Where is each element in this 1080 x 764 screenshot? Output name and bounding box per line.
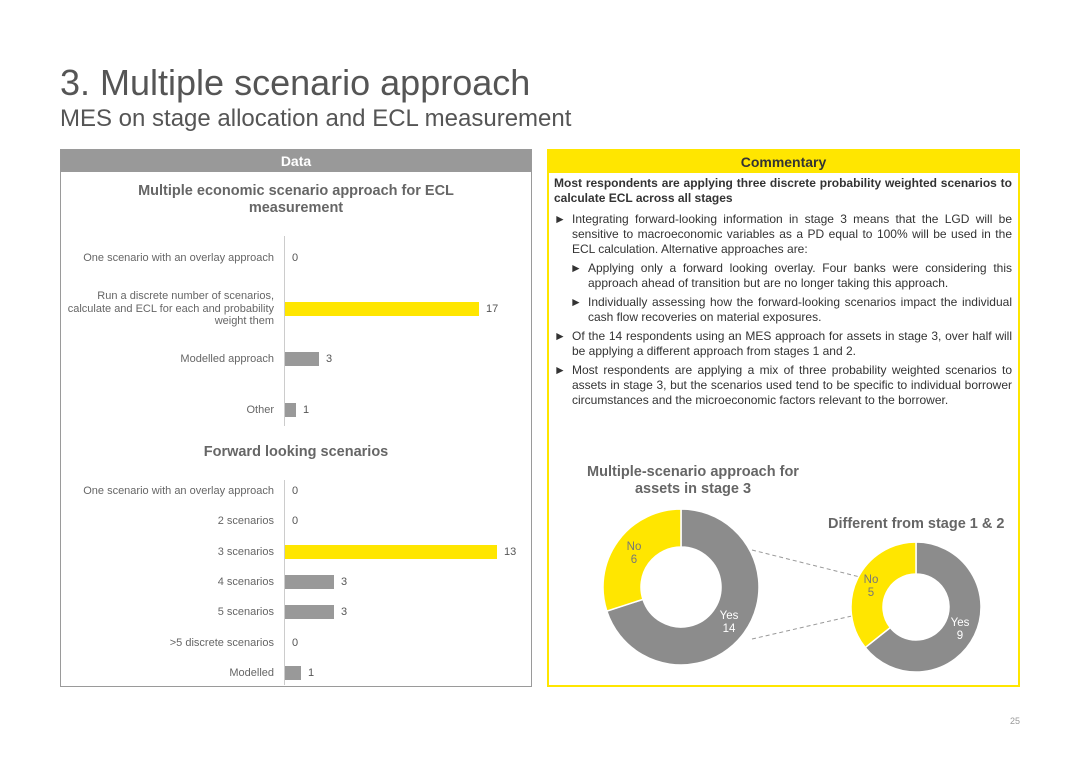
page-subtitle: MES on stage allocation and ECL measurement	[60, 105, 572, 132]
connector-line	[752, 550, 860, 577]
donut-label-yes: Yes 9	[950, 617, 970, 642]
commentary-sub-2-text: Individually assessing how the forward-looking scenarios impact the individual cash flow recoveries on material exposures.	[588, 295, 1012, 324]
bar-value-label: 3	[326, 353, 333, 365]
page-number: 25	[1010, 716, 1021, 726]
bar-category-label: 3 scenarios	[217, 545, 274, 558]
bar-category-label: >5 discrete scenarios	[169, 636, 274, 649]
donut2-title: Different from stage 1 & 2	[828, 516, 1005, 532]
chart1-title: Multiple economic scenario approach for ECL measurement	[138, 183, 454, 216]
commentary-bullet-3-text: Most respondents are applying a mix of three probability weighted scenarios to assets in stage 3, but the scenarios used tend to be specific to individual borrower circumstances and the microeconomic factors relevant to the borrower.	[572, 363, 1012, 407]
donut1-title: Multiple-scenario approach for assets in stage 3	[587, 464, 799, 497]
bar-value-label: 17	[486, 303, 499, 315]
commentary-sub-1-text: Applying only a forward looking overlay. Four banks were considering this approach ahead of transition but are no longer taking this approach.	[588, 261, 1012, 290]
bar-value-label: 0	[292, 637, 299, 649]
commentary-bullet-1-text: Integrating forward-looking information in stage 3 means that the LGD will be sensitive to macroeconomic variables as a PD equal to 100% will be used in the ECL calculation. Alternative approaches are:	[572, 212, 1012, 256]
bar-value-label: 1	[303, 404, 310, 416]
bar-value-label: 13	[504, 546, 517, 558]
bar-value-label: 0	[292, 252, 299, 264]
bar-category-label: Run a discrete number of scenarios, calculate and ECL for each and probability weight them	[67, 290, 274, 328]
bar-category-label: 5 scenarios	[217, 605, 274, 618]
bar-category-label: 4 scenarios	[217, 575, 274, 588]
bar-value-label: 3	[341, 576, 348, 588]
bullet-arrow-icon: ►	[554, 363, 566, 377]
bar-category-label: Modelled	[229, 666, 274, 679]
page-title: 3. Multiple scenario approach	[60, 62, 531, 103]
connector-line	[752, 615, 856, 639]
commentary-panel-header: Commentary	[549, 151, 1018, 173]
commentary-lead: Most respondents are applying three discrete probability weighted scenarios to calculate ECL across all stages	[554, 176, 1012, 205]
bullet-arrow-icon: ►	[554, 212, 566, 226]
bar-category-label: Other	[246, 403, 274, 416]
bullet-arrow-icon: ►	[570, 295, 582, 309]
bullet-arrow-icon: ►	[554, 329, 566, 343]
bar-value-label: 0	[292, 515, 299, 527]
donut-label-no: No 6	[626, 541, 642, 566]
bar-category-label: Modelled approach	[180, 352, 274, 365]
bar-category-label: One scenario with an overlay approach	[83, 251, 274, 264]
chart2-title: Forward looking scenarios	[203, 444, 389, 460]
data-panel-header: Data	[61, 150, 531, 172]
bar-category-label: One scenario with an overlay approach	[83, 484, 274, 497]
bar-category-label: 2 scenarios	[217, 514, 274, 527]
bar-value-label: 0	[292, 485, 299, 497]
bullet-arrow-icon: ►	[570, 261, 582, 275]
donut-label-no: No 5	[863, 574, 879, 599]
donut-label-yes: Yes 14	[719, 610, 739, 635]
bar-value-label: 3	[341, 606, 348, 618]
commentary-bullet-2-text: Of the 14 respondents using an MES approach for assets in stage 3, over half will be applying a different approach from stages 1 and 2.	[572, 329, 1012, 358]
bar-value-label: 1	[308, 667, 315, 679]
